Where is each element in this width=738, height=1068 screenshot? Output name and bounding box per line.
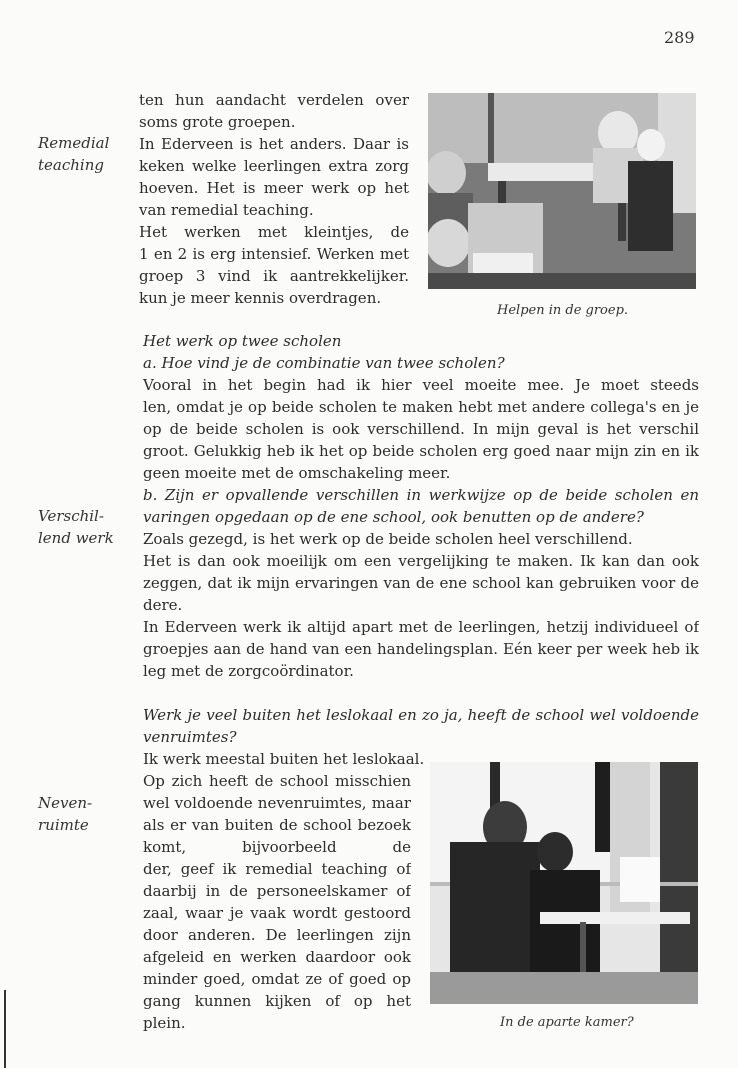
text-line: der, geef ik remedial teaching of bbox=[143, 860, 411, 878]
text-line: komt, bijvoorbeeld de bbox=[143, 838, 411, 856]
margin-note-line: ruimte bbox=[38, 816, 89, 834]
text-line: Vooral in het begin had ik hier veel moeite mee. Je moet steeds bbox=[143, 376, 699, 394]
question-c-line: Werk je veel buiten het leslokaal en zo ja, heeft de school wel voldoende bbox=[143, 706, 699, 724]
text-line: Ik werk meestal buiten het leslokaal. bbox=[143, 750, 425, 768]
separate-room-photo bbox=[430, 762, 698, 1004]
text-line: ten hun aandacht verdelen over bbox=[139, 91, 409, 109]
two-schools-section bbox=[143, 330, 699, 682]
text-line: hoeven. Het is meer werk op het bbox=[139, 179, 409, 197]
text-line: Op zich heeft de school misschien bbox=[143, 772, 411, 790]
text-line: dere. bbox=[143, 596, 183, 614]
text-line: door anderen. De leerlingen zijn bbox=[143, 926, 411, 944]
text-line: Het werken met kleintjes, de bbox=[139, 223, 409, 241]
question-a: a. Hoe vind je de combinatie van twee scholen? bbox=[143, 354, 505, 372]
photo2-caption: In de aparte kamer? bbox=[500, 1015, 634, 1030]
text-line: kun je meer kennis overdragen. bbox=[139, 289, 382, 307]
margin-note-line: teaching bbox=[38, 156, 104, 174]
intro-paragraph bbox=[139, 89, 409, 309]
photo1-caption: Helpen in de groep. bbox=[497, 303, 629, 318]
text-line: plein. bbox=[143, 1014, 186, 1032]
text-line: zeggen, dat ik mijn ervaringen van de ene school kan gebruiken voor de bbox=[143, 574, 699, 592]
text-line: len, omdat je op beide scholen te maken hebt met andere collega's en je bbox=[143, 398, 699, 416]
text-line: op de beide scholen is ook verschillend. In mijn geval is het verschil bbox=[143, 420, 699, 438]
text-line: groep 3 vind ik aantrekkelijker. bbox=[139, 267, 409, 285]
classroom-photo-image bbox=[428, 93, 696, 289]
text-line: zaal, waar je vaak wordt gestoord bbox=[143, 904, 411, 922]
text-line: wel voldoende nevenruimtes, maar bbox=[143, 794, 411, 812]
margin-note-line: lend werk bbox=[38, 529, 114, 547]
text-line: Het is dan ook moeilijk om een vergelijking te maken. Ik kan dan ook bbox=[143, 552, 699, 570]
separate-room-photo-image bbox=[430, 762, 698, 1004]
page-number: 289 bbox=[664, 28, 695, 47]
text-line: groepjes aan de hand van een handelingsplan. Eén keer per week heb ik bbox=[143, 640, 699, 658]
text-line: van remedial teaching. bbox=[139, 201, 314, 219]
margin-note-nevenruimte bbox=[38, 792, 128, 836]
text-line: minder goed, omdat ze of goed op bbox=[143, 970, 411, 988]
classroom-photo bbox=[428, 93, 696, 289]
page-edge-rule bbox=[4, 990, 6, 1068]
text-line: groot. Gelukkig heb ik het op beide scholen erg goed naar mijn zin en ik bbox=[143, 442, 699, 460]
text-line: soms grote groepen. bbox=[139, 113, 296, 131]
margin-note-line: Neven- bbox=[38, 794, 93, 812]
question-b-line: varingen opgedaan op de ene school, ook benutten op de andere? bbox=[143, 508, 644, 526]
text-line: gang kunnen kijken of op het bbox=[143, 992, 411, 1010]
margin-note-line: Remedial bbox=[38, 134, 110, 152]
text-line: 1 en 2 is erg intensief. Werken met bbox=[139, 245, 409, 263]
question-b-line: b. Zijn er opvallende verschillen in werkwijze op de beide scholen en bbox=[143, 486, 699, 504]
text-line: leg met de zorgcoördinator. bbox=[143, 662, 354, 680]
answer-c-paragraph bbox=[143, 748, 425, 1034]
margin-note-line: Verschil- bbox=[38, 507, 104, 525]
margin-note-remedial-teaching bbox=[38, 132, 128, 176]
text-line: als er van buiten de school bezoek bbox=[143, 816, 411, 834]
text-line: Zoals gezegd, is het werk op de beide scholen heel verschillend. bbox=[143, 530, 633, 548]
text-line: keken welke leerlingen extra zorg bbox=[139, 157, 409, 175]
question-c bbox=[143, 704, 699, 748]
question-c-line: venruimtes? bbox=[143, 728, 237, 746]
text-line: In Ederveen is het anders. Daar is bbox=[139, 135, 409, 153]
text-line: afgeleid en werken daardoor ook bbox=[143, 948, 411, 966]
text-line: In Ederveen werk ik altijd apart met de leerlingen, hetzij individueel of bbox=[143, 618, 699, 636]
margin-note-verschillend-werk bbox=[38, 505, 128, 549]
text-line: geen moeite met de omschakeling meer. bbox=[143, 464, 451, 482]
section-heading: Het werk op twee scholen bbox=[143, 332, 342, 350]
text-line: daarbij in de personeelskamer of bbox=[143, 882, 411, 900]
